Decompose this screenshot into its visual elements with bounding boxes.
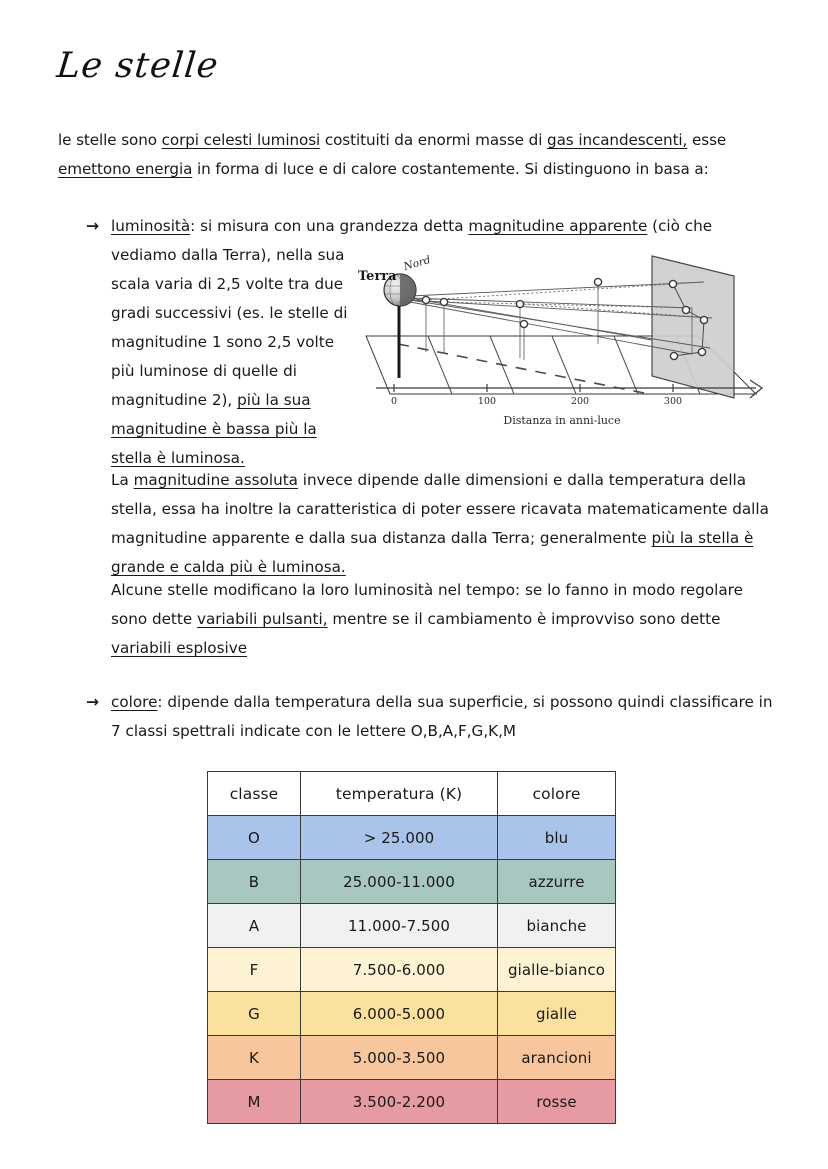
table-row (208, 816, 616, 860)
cell-classe: K (208, 1036, 301, 1080)
variabili-text-2: mentre se il cambiamento è improvviso sono dette (327, 610, 721, 628)
cell-temperatura: > 25.000 (301, 816, 498, 860)
intro-text-1: le stelle sono (58, 131, 162, 149)
intro-underline-3: emettono energia (58, 160, 193, 178)
intro-underline-2: gas incandescenti, (547, 131, 688, 149)
assoluta-underline-tail: più la stella è grande e calda più è luminosa. (111, 529, 754, 576)
paragraph-magnitudine-assoluta (111, 466, 783, 582)
colore-text-1: : dipende dalla temperatura della sua superficie, si possono quindi classificare in 7 classi spettrali indicate con le lettere O,B,A,F,G,K,M (111, 693, 773, 740)
column-header-temperatura: temperatura (K) (301, 772, 498, 816)
table-row (208, 860, 616, 904)
diagram-svg (352, 248, 772, 433)
cell-classe: F (208, 948, 301, 992)
cell-temperatura: 3.500-2.200 (301, 1080, 498, 1124)
variabili-text-1: Alcune stelle modificano la loro luminosità nel tempo: se lo fanno in modo regolare sono dette (111, 581, 743, 628)
bullet-colore (86, 688, 776, 746)
column-header-colore: colore (498, 772, 616, 816)
cell-colore: rosse (498, 1080, 616, 1124)
cell-temperatura: 11.000-7.500 (301, 904, 498, 948)
axis-tick-300: 300 (663, 396, 683, 407)
cell-classe: A (208, 904, 301, 948)
term-colore: colore (111, 693, 158, 711)
cell-temperatura: 6.000-5.000 (301, 992, 498, 1036)
cell-temperatura: 25.000-11.000 (301, 860, 498, 904)
luminosita-underline-tail: più la sua magnitudine è bassa più la stella è luminosa. (111, 391, 317, 467)
axis-tick-200: 200 (570, 396, 590, 407)
column-header-classe: classe (208, 772, 301, 816)
intro-text-4: in forma di luce e di calore costantemente. Si distinguono in basa a: (192, 160, 709, 178)
cell-colore: gialle (498, 992, 616, 1036)
intro-text-3: esse (687, 131, 727, 149)
cell-colore: arancioni (498, 1036, 616, 1080)
spectral-classes-table (207, 771, 616, 1124)
table-row (208, 992, 616, 1036)
luminosita-text-1: : si misura con una grandezza detta (190, 217, 469, 235)
axis-tick-100: 100 (477, 396, 497, 407)
assoluta-text-1: La (111, 471, 134, 489)
cell-classe: M (208, 1080, 301, 1124)
arrow-right-icon: → (86, 217, 99, 235)
north-label: Nord (402, 253, 432, 274)
term-magnitudine-assoluta: magnitudine assoluta (133, 471, 298, 489)
term-luminosita: luminosità (111, 217, 191, 235)
earth-label: Terra (358, 269, 397, 284)
term-magnitudine-apparente: magnitudine apparente (468, 217, 648, 235)
term-variabili-pulsanti: variabili pulsanti, (197, 610, 328, 628)
arrow-right-icon: → (86, 693, 99, 711)
cell-temperatura: 5.000-3.500 (301, 1036, 498, 1080)
table-row (208, 948, 616, 992)
cell-classe: G (208, 992, 301, 1036)
projection-plane (652, 256, 734, 398)
intro-underline-1: corpi celesti luminosi (161, 131, 321, 149)
cell-temperatura: 7.500-6.000 (301, 948, 498, 992)
axis-tick-0: 0 (390, 396, 398, 407)
cell-colore: blu (498, 816, 616, 860)
axis-tick-labels (391, 396, 682, 407)
cell-colore: gialle-bianco (498, 948, 616, 992)
assoluta-text-2: invece dipende dalle dimensioni e dalla temperatura della stella, essa ha inoltre la caratteristica di poter essere ricavata matematicamente dalla magnitudine apparente e dalla sua distanza dalla Terra; generalmente (111, 471, 769, 547)
stellar-distance-diagram (352, 248, 772, 433)
table-header-row (208, 772, 616, 816)
luminosita-text-2: (ciò che vediamo dalla Terra), nella sua scala varia di 2,5 volte tra due gradi successivi (es. le stelle di magnitudine 1 sono 2,5 volte più luminose di quelle di magnitudine 2), (111, 217, 713, 409)
bullet-colore-body (111, 688, 776, 746)
cell-colore: azzurre (498, 860, 616, 904)
intro-paragraph (58, 126, 773, 184)
table-row (208, 1080, 616, 1124)
cell-colore: bianche (498, 904, 616, 948)
term-variabili-esplosive: variabili esplosive (111, 639, 248, 657)
intro-text-2: costituiti da enormi masse di (320, 131, 548, 149)
table-row (208, 904, 616, 948)
table-row (208, 1036, 616, 1080)
diagram-caption: Distanza in anni-luce (503, 414, 621, 427)
paragraph-stelle-variabili (111, 576, 783, 663)
page-title: Le stelle (54, 46, 221, 86)
cell-classe: O (208, 816, 301, 860)
cell-classe: B (208, 860, 301, 904)
